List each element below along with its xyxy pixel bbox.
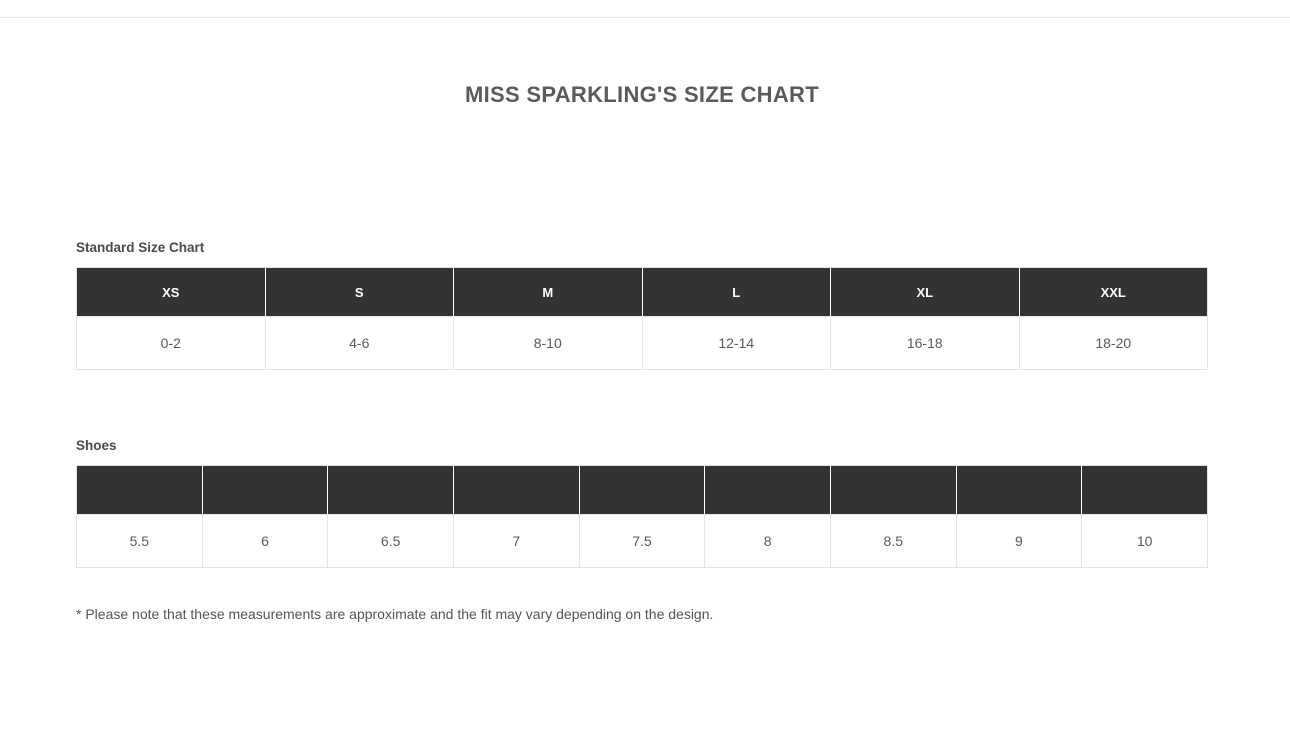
shoes-section [76, 438, 1208, 568]
table-cell: 7 [453, 515, 579, 568]
standard-size-section [76, 240, 1208, 370]
table-cell: 8 [705, 515, 831, 568]
table-row [77, 317, 1208, 370]
table-cell: 6.5 [328, 515, 454, 568]
content-container [76, 0, 1208, 622]
table-row [77, 515, 1208, 568]
table-cell: 6 [202, 515, 328, 568]
table-cell: 16-18 [831, 317, 1020, 370]
table-header-cell: M [454, 268, 643, 317]
table-header-cell [705, 466, 831, 515]
table-cell: 7.5 [579, 515, 705, 568]
table-header-row [77, 466, 1208, 515]
table-header-cell: L [642, 268, 831, 317]
table-cell: 18-20 [1019, 317, 1208, 370]
table-header-cell: XL [831, 268, 1020, 317]
table-header-cell [453, 466, 579, 515]
table-cell: 4-6 [265, 317, 454, 370]
table-cell: 8-10 [454, 317, 643, 370]
table-cell: 8.5 [830, 515, 956, 568]
table-header-cell: XXL [1019, 268, 1208, 317]
table-header-cell [830, 466, 956, 515]
table-cell: 0-2 [77, 317, 266, 370]
table-header-row [77, 268, 1208, 317]
standard-size-heading: Standard Size Chart [76, 240, 205, 255]
table-cell: 9 [956, 515, 1082, 568]
shoes-size-table [76, 465, 1208, 568]
table-cell: 10 [1082, 515, 1208, 568]
table-header-cell: XS [77, 268, 266, 317]
table-header-cell: S [265, 268, 454, 317]
table-cell: 5.5 [77, 515, 203, 568]
table-header-cell [956, 466, 1082, 515]
standard-size-table [76, 267, 1208, 370]
table-header-cell [77, 466, 203, 515]
page-title: MISS SPARKLING'S SIZE CHART [465, 82, 819, 107]
table-header-cell [328, 466, 454, 515]
measurement-footnote: * Please note that these measurements are approximate and the fit may vary depending on the design. [76, 606, 714, 622]
shoes-heading: Shoes [76, 438, 117, 453]
table-header-cell [1082, 466, 1208, 515]
table-cell: 12-14 [642, 317, 831, 370]
table-header-cell [202, 466, 328, 515]
table-header-cell [579, 466, 705, 515]
